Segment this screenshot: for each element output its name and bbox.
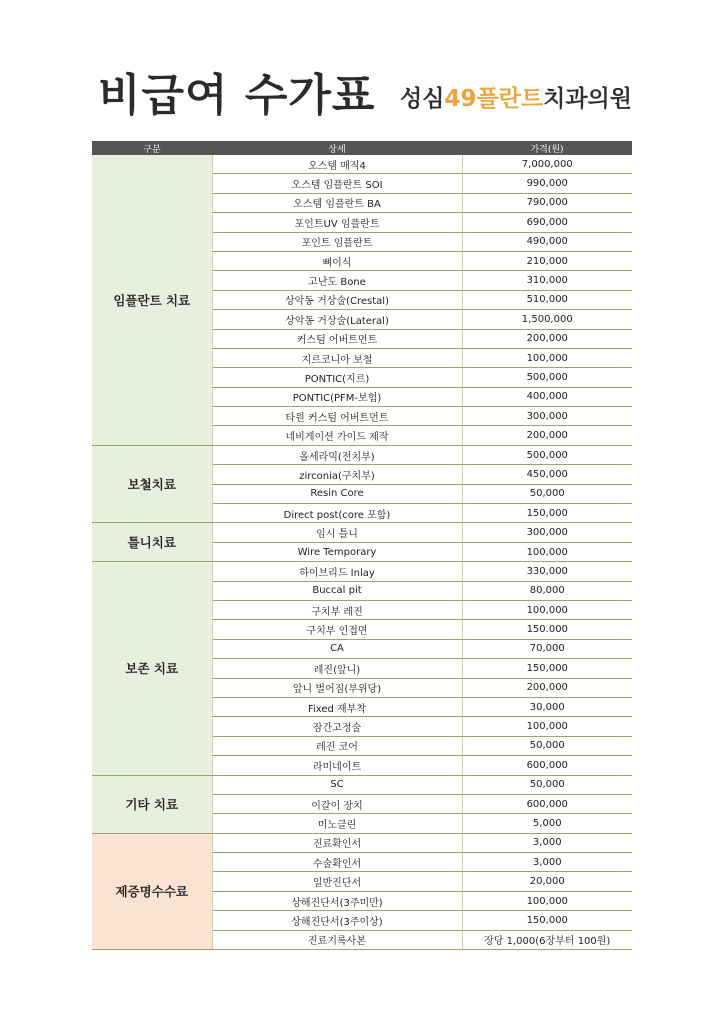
category-cell: 보존 치료	[92, 562, 212, 775]
detail-cell: 상해진단서(3주이상)	[212, 911, 462, 930]
detail-cell: 진료기록사본	[212, 930, 462, 949]
detail-cell: 올세라믹(전치부)	[212, 445, 462, 464]
clinic-name	[400, 84, 632, 114]
detail-cell: 오스템 매직4	[212, 155, 462, 174]
table-header-row	[92, 141, 632, 155]
detail-cell: PONTIC(PFM-보험)	[212, 387, 462, 406]
detail-cell: 하이브리드 Inlay	[212, 562, 462, 581]
header-detail: 상세	[212, 141, 462, 155]
price-cell: 50,000	[462, 736, 632, 755]
price-cell: 100,000	[462, 891, 632, 910]
table-row	[92, 775, 632, 794]
detail-cell: 앞니 벌어짐(부위당)	[212, 678, 462, 697]
detail-cell: SC	[212, 775, 462, 794]
price-cell: 300,000	[462, 407, 632, 426]
category-cell: 제증명수수료	[92, 833, 212, 949]
detail-cell: 잠간고정술	[212, 717, 462, 736]
detail-cell: 타원 커스텀 어버트먼트	[212, 407, 462, 426]
detail-cell: 이갈이 장치	[212, 794, 462, 813]
price-cell: 300,000	[462, 523, 632, 542]
price-cell: 510,000	[462, 290, 632, 309]
price-cell: 200,000	[462, 329, 632, 348]
price-cell: 200,000	[462, 678, 632, 697]
detail-cell: 고난도 Bone	[212, 271, 462, 290]
price-cell: 400,000	[462, 387, 632, 406]
detail-cell: 지르코니아 보철	[212, 348, 462, 367]
header-price: 가격(원)	[462, 141, 632, 155]
price-cell: 5,000	[462, 814, 632, 833]
detail-cell: 상악동 거상술(Lateral)	[212, 310, 462, 329]
detail-cell: 일반진단서	[212, 872, 462, 891]
fee-table	[92, 141, 632, 950]
price-cell: 450,000	[462, 465, 632, 484]
price-cell: 장당 1,000(6장부터 100원)	[462, 930, 632, 949]
clinic-name-suffix: 치과의원	[543, 86, 632, 112]
detail-cell: 구치부 인접면	[212, 620, 462, 639]
price-cell: 600,000	[462, 794, 632, 813]
price-cell: 310,000	[462, 271, 632, 290]
table-row	[92, 445, 632, 464]
category-cell: 틀니치료	[92, 523, 212, 562]
price-cell: 50,000	[462, 775, 632, 794]
price-cell: 330,000	[462, 562, 632, 581]
price-cell: 150,000	[462, 911, 632, 930]
price-cell: 990,000	[462, 174, 632, 193]
detail-cell: 커스텀 어버트먼트	[212, 329, 462, 348]
price-cell: 210,000	[462, 251, 632, 270]
detail-cell: 구치부 레진	[212, 600, 462, 619]
price-cell: 30,000	[462, 697, 632, 716]
price-cell: 600,000	[462, 756, 632, 775]
table-row	[92, 833, 632, 852]
detail-cell: 미노클린	[212, 814, 462, 833]
price-cell: 150,000	[462, 504, 632, 523]
detail-cell: Direct post(core 포함)	[212, 504, 462, 523]
price-cell: 100,000	[462, 600, 632, 619]
detail-cell: 수술확인서	[212, 853, 462, 872]
price-cell: 3,000	[462, 853, 632, 872]
table-row	[92, 562, 632, 581]
price-cell: 500,000	[462, 445, 632, 464]
header-category: 구분	[92, 141, 212, 155]
category-cell: 임플란트 치료	[92, 155, 212, 445]
price-cell: 150.000	[462, 620, 632, 639]
price-cell: 7,000,000	[462, 155, 632, 174]
detail-cell: 상해진단서(3주미만)	[212, 891, 462, 910]
price-cell: 3,000	[462, 833, 632, 852]
price-cell: 150,000	[462, 659, 632, 678]
detail-cell: 임시 틀니	[212, 523, 462, 542]
clinic-name-prefix: 성심	[400, 86, 445, 112]
price-cell: 490,000	[462, 232, 632, 251]
detail-cell: PONTIC(지르)	[212, 368, 462, 387]
fee-table-body	[92, 155, 632, 950]
detail-cell: 레진(앞니)	[212, 659, 462, 678]
detail-cell: 레진 코어	[212, 736, 462, 755]
price-cell: 100,000	[462, 717, 632, 736]
detail-cell: 오스템 임플란트 BA	[212, 193, 462, 212]
price-cell: 790,000	[462, 193, 632, 212]
price-cell: 200,000	[462, 426, 632, 445]
price-cell: 100,000	[462, 542, 632, 561]
detail-cell: Wire Temporary	[212, 542, 462, 561]
price-cell: 80,000	[462, 581, 632, 600]
detail-cell: 네비게이션 가이드 제작	[212, 426, 462, 445]
price-cell: 1,500,000	[462, 310, 632, 329]
detail-cell: 라미네이트	[212, 756, 462, 775]
clinic-name-accent: 49플란트	[444, 86, 544, 112]
detail-cell: 진료확인서	[212, 833, 462, 852]
detail-cell: 상악동 거상술(Crestal)	[212, 290, 462, 309]
detail-cell: 뼈이식	[212, 251, 462, 270]
price-cell: 50,000	[462, 484, 632, 503]
category-cell: 보철치료	[92, 445, 212, 523]
detail-cell: 오스템 임플란트 SOI	[212, 174, 462, 193]
price-cell: 690,000	[462, 213, 632, 232]
price-cell: 70,000	[462, 639, 632, 658]
detail-cell: 포인트 임플란트	[212, 232, 462, 251]
price-cell: 20,000	[462, 872, 632, 891]
table-row	[92, 155, 632, 174]
detail-cell: Fixed 재부착	[212, 697, 462, 716]
page-title: 비급여 수가표	[98, 70, 376, 121]
detail-cell: 포인트UV 임플란트	[212, 213, 462, 232]
detail-cell: Buccal pit	[212, 581, 462, 600]
detail-cell: zirconia(구치부)	[212, 465, 462, 484]
detail-cell: CA	[212, 639, 462, 658]
price-cell: 100,000	[462, 348, 632, 367]
detail-cell: Resin Core	[212, 484, 462, 503]
table-row	[92, 523, 632, 542]
category-cell: 기타 치료	[92, 775, 212, 833]
price-cell: 500,000	[462, 368, 632, 387]
